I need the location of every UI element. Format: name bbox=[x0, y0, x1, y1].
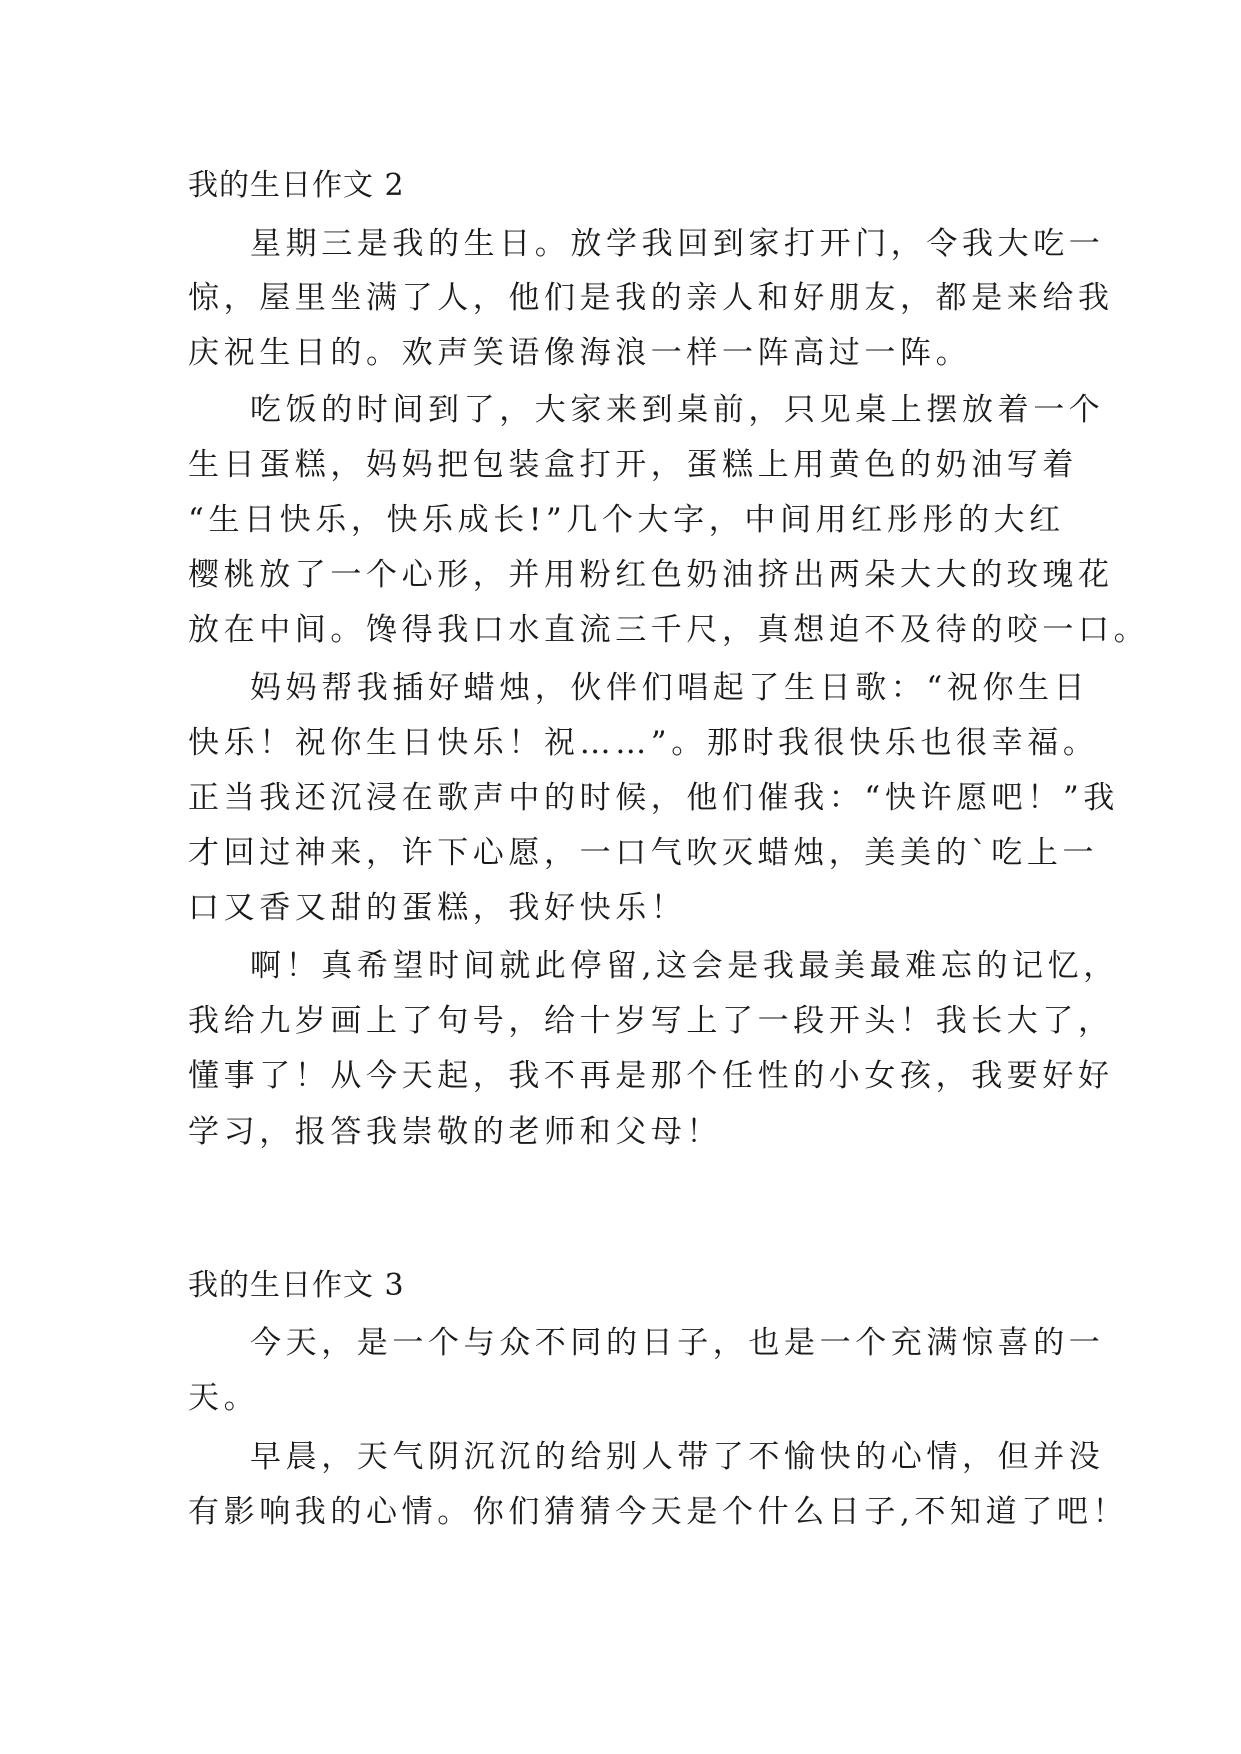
text-line: 正当我还沉浸在歌声中的时候，他们催我：“快许愿吧！”我 bbox=[188, 780, 1119, 816]
text-line: 今天，是一个与众不同的日子，也是一个充满惊喜的一 bbox=[250, 1325, 1105, 1361]
text-line: 学习，报答我崇敬的老师和父母！ bbox=[188, 1114, 722, 1150]
section-heading: 我的生日作文 3 bbox=[188, 1268, 405, 1303]
text-line: 我给九岁画上了句号，给十岁写上了一段开头！我长大了， bbox=[188, 1003, 1114, 1039]
text-line: 放在中间。馋得我口水直流三千尺，真想迫不及待的咬一口。 bbox=[188, 612, 1150, 648]
text-line: 有影响我的心情。你们猜猜今天是个什么日子,不知道了吧！ bbox=[188, 1494, 1129, 1530]
text-line: 才回过神来，许下心愿，一口气吹灭蜡烛，美美的`吃上一 bbox=[188, 835, 1099, 871]
text-line: 懂事了！从今天起，我不再是那个任性的小女孩，我要好好 bbox=[188, 1058, 1114, 1094]
text-line: 生日蛋糕，妈妈把包装盒打开，蛋糕上用黄色的奶油写着 bbox=[188, 447, 1078, 483]
text-line: 惊，屋里坐满了人，他们是我的亲人和好朋友，都是来给我 bbox=[188, 280, 1114, 316]
text-line: 庆祝生日的。欢声笑语像海浪一样一阵高过一阵。 bbox=[188, 335, 972, 371]
text-line: 早晨，天气阴沉沉的给别人带了不愉快的心情，但并没 bbox=[250, 1439, 1105, 1475]
text-line: 妈妈帮我插好蜡烛，伙伴们唱起了生日歌：“祝你生日 bbox=[250, 670, 1090, 706]
text-line: 快乐！祝你生日快乐！祝……”。那时我很快乐也很幸福。 bbox=[188, 725, 1099, 761]
text-line: 樱桃放了一个心形，并用粉红色奶油挤出两朵大大的玫瑰花 bbox=[188, 557, 1114, 593]
text-line: 星期三是我的生日。放学我回到家打开门，令我大吃一 bbox=[250, 226, 1105, 262]
section-heading: 我的生日作文 2 bbox=[188, 168, 405, 203]
text-line: 天。 bbox=[188, 1380, 260, 1416]
text-line: “生日快乐，快乐成长!”几个大字，中间用红彤彤的大红 bbox=[188, 502, 1065, 538]
text-line: 吃饭的时间到了，大家来到桌前，只见桌上摆放着一个 bbox=[250, 392, 1105, 428]
text-line: 口又香又甜的蛋糕，我好快乐！ bbox=[188, 890, 687, 926]
text-line: 啊！真希望时间就此停留,这会是我最美最难忘的记忆， bbox=[250, 948, 1119, 984]
